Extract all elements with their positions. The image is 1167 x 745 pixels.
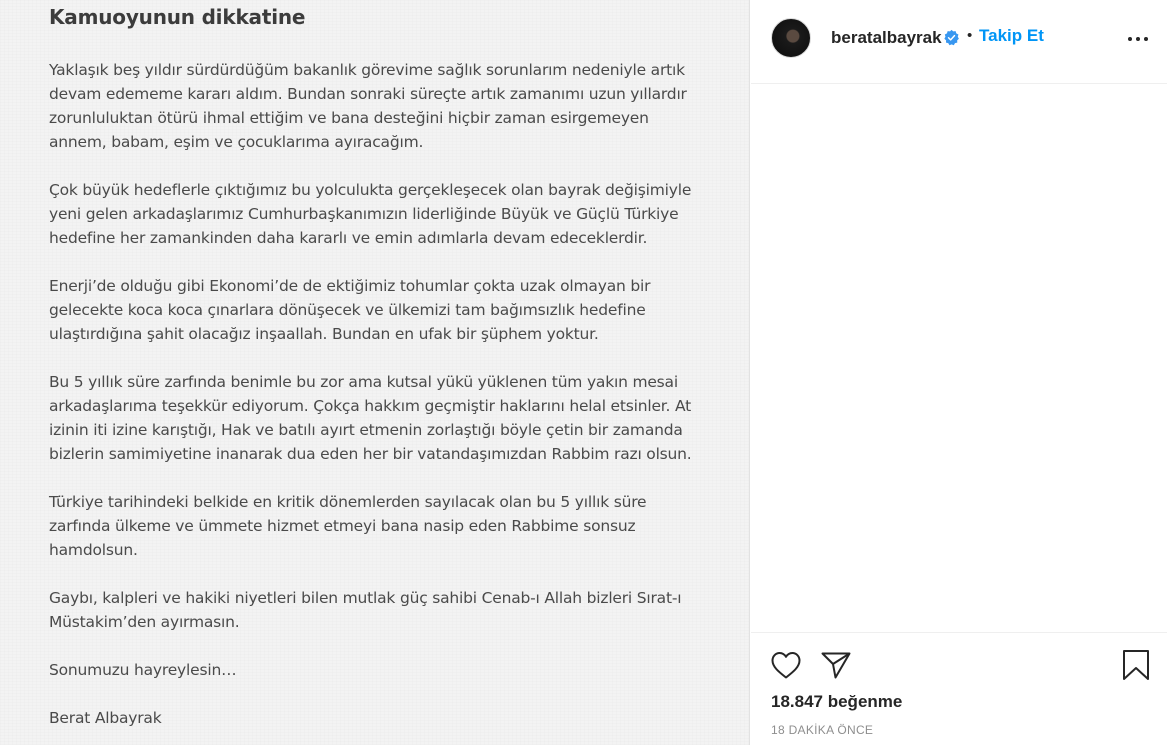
heart-icon[interactable] [770,650,802,680]
comments-area[interactable] [751,85,1167,632]
post-actions [751,632,1167,745]
avatar[interactable] [771,18,811,58]
separator-dot: • [967,27,973,44]
letter-paragraph: Gaybı, kalpleri ve hakiki niyetleri bilen mutlak güç sahibi Cenab-ı Allah bizleri Sırat-ı Müstakim’den ayırmasın. [49,589,682,631]
post-side-panel [751,0,1167,745]
share-icon[interactable] [820,650,852,680]
letter-paragraph: Bu 5 yıllık süre zarfında benimle bu zor ama kutsal yükü yüklenen tüm yakın mesai arkadaşlarıma teşekkür ediyorum. Çokça hakkım geçmiştir haklarını helal etsinler. At izinin iti izine karıştığı, Hak ve batılı ayırt etmenin zorlaştığı böyle çetin bir zamanda bizlerin samimiyetine inanarak dua eden her bir vatandaşımızdan Rabbim razı olsun. [49,373,692,463]
bookmark-icon[interactable] [1121,649,1151,681]
letter-paragraph: Enerji’de olduğu gibi Ekonomi’de de ektiğimiz tohumlar çokta uzak olmayan bir gelecekte koca koca çınarlara dönüşecek ve ülkemizi tam bağımsızlık hedefine ulaştırdığına şahit olacağız inşaallah. Bundan en ufak bir şüphem yoktur. [49,277,651,343]
like-count[interactable]: 18.847 beğenme [771,692,903,711]
username-link[interactable]: beratalbayrak [831,28,942,47]
verified-badge-icon [943,29,960,46]
letter-signature: Berat Albayrak [49,709,162,727]
letter-paragraph: Çok büyük hedeflerle çıktığımız bu yolculukta gerçekleşecek olan bayrak değişimiyle yeni gelen arkadaşlarımız Cumhurbaşkanımızın liderliğinde Büyük ve Güçlü Türkiye hedefine her zamankinden daha kararlı ve emin adımlarla devam edeceklerdir. [49,181,692,247]
letter-title: Kamuoyunun dikkatine [49,5,306,29]
letter-paragraph: Sonumuzu hayreylesin… [49,661,237,679]
letter-paragraph: Yaklaşık beş yıldır sürdürdüğüm bakanlık görevime sağlık sorunlarım nedeniyle artık devam edememe kararı aldım. Bundan sonraki süreçte artık zamanımı uzun yıllardır zorunluluktan ötürü ihmal ettiğim ve bana desteğini hiçbir zaman esirgemeyen annem, babam, eşim ve çocuklarıma ayıracağım. [49,61,687,151]
follow-button[interactable]: Takip Et [979,26,1044,45]
letter [49,4,709,730]
more-options-icon[interactable] [1127,29,1149,49]
post-timestamp[interactable]: 18 DAKİKA ÖNCE [771,723,874,737]
letter-paragraph: Türkiye tarihindeki belkide en kritik dönemlerden sayılacak olan bu 5 yıllık süre zarfında ülkeme ve ümmete hizmet etmeyi bana nasip eden Rabbime sonsuz hamdolsun. [49,493,647,559]
post-header [751,0,1167,84]
